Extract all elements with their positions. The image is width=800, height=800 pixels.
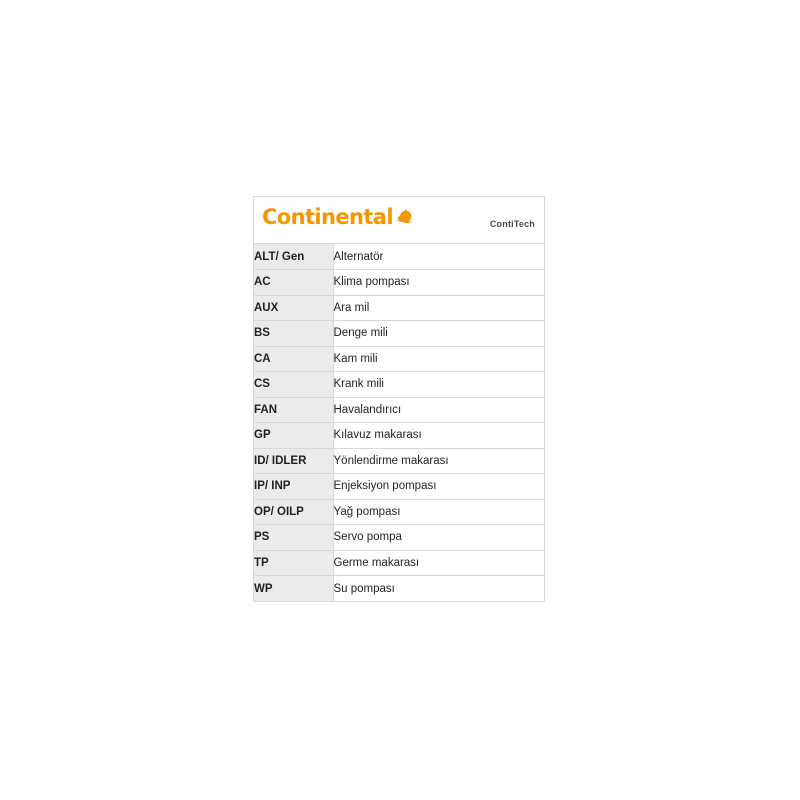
table-row — [254, 576, 544, 602]
table-row — [254, 423, 544, 449]
legend-code: AUX — [254, 295, 333, 321]
legend-code: CA — [254, 346, 333, 372]
table-row — [254, 321, 544, 347]
table-row — [254, 499, 544, 525]
table-row — [254, 525, 544, 551]
legend-desc: Servo pompa — [333, 525, 544, 551]
legend-code: IP/ INP — [254, 474, 333, 500]
legend-code: PS — [254, 525, 333, 551]
table-row — [254, 474, 544, 500]
table-row — [254, 372, 544, 398]
legend-desc: Yağ pompası — [333, 499, 544, 525]
legend-table — [254, 244, 544, 601]
brand-wordmark: Continental — [262, 205, 393, 229]
table-row — [254, 550, 544, 576]
legend-code: ALT/ Gen — [254, 244, 333, 270]
legend-desc: Ara mil — [333, 295, 544, 321]
legend-code: FAN — [254, 397, 333, 423]
legend-desc: Havalandırıcı — [333, 397, 544, 423]
legend-desc: Denge mili — [333, 321, 544, 347]
continental-logo — [262, 206, 414, 228]
legend-code: CS — [254, 372, 333, 398]
legend-code: ID/ IDLER — [254, 448, 333, 474]
table-row — [254, 270, 544, 296]
legend-card — [253, 196, 545, 602]
table-row — [254, 448, 544, 474]
legend-code: BS — [254, 321, 333, 347]
legend-code: OP/ OILP — [254, 499, 333, 525]
table-row — [254, 346, 544, 372]
legend-desc: Krank mili — [333, 372, 544, 398]
table-row — [254, 295, 544, 321]
legend-code: AC — [254, 270, 333, 296]
legend-desc: Germe makarası — [333, 550, 544, 576]
table-row — [254, 397, 544, 423]
brand-header — [254, 197, 544, 244]
legend-code: GP — [254, 423, 333, 449]
legend-desc: Yönlendirme makarası — [333, 448, 544, 474]
legend-desc: Kılavuz makarası — [333, 423, 544, 449]
legend-table-body — [254, 244, 544, 601]
legend-code: WP — [254, 576, 333, 602]
legend-desc: Enjeksiyon pompası — [333, 474, 544, 500]
legend-desc: Kam mili — [333, 346, 544, 372]
legend-desc: Klima pompası — [333, 270, 544, 296]
sub-brand-label: ContiTech — [489, 219, 535, 229]
legend-code: TP — [254, 550, 333, 576]
legend-desc: Alternatör — [333, 244, 544, 270]
legend-desc: Su pompası — [333, 576, 544, 602]
continental-horse-icon — [394, 206, 414, 228]
table-row — [254, 244, 544, 270]
